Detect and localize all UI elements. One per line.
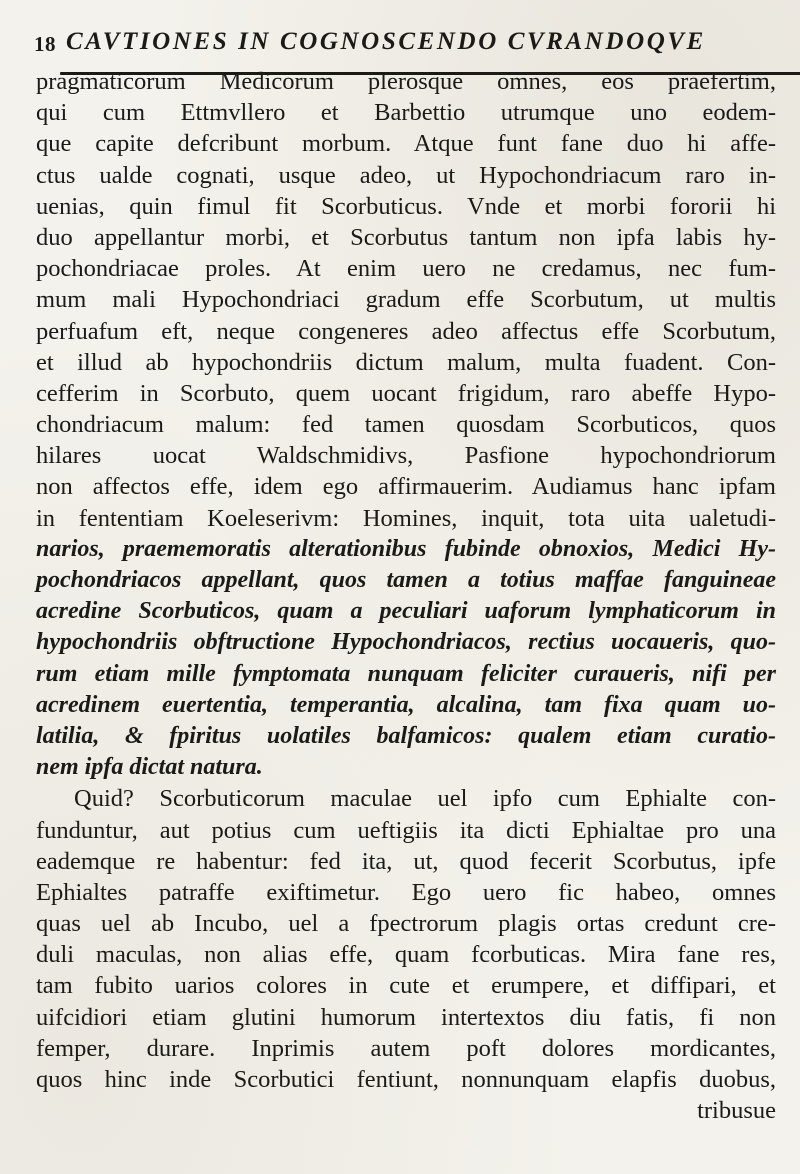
text-line: tam fubito uarios colores in cute et erumpere, et diffipari, et: [36, 972, 776, 1000]
running-head: CAVTIONES IN COGNOSCENDO CVRANDOQVE: [66, 28, 706, 55]
text-line: duli maculas, non alias effe, quam fcorbuticas. Mira fane res,: [36, 941, 776, 969]
text-line: Ephialtes patraffe exiftimetur. Ego uero fic habeo, omnes: [36, 878, 776, 906]
text-line: et illud ab hypochondriis dictum malum, multa fuadent. Con-: [36, 348, 776, 376]
quotation-line: rum etiam mille fymptomata nunquam feliciter curaueris, nifi per: [36, 660, 776, 687]
text-line: mum mali Hypochondriaci gradum effe Scorbutum, ut multis: [36, 286, 776, 314]
quotation-line: acredinem euertentia, temperantia, alcalina, tam fixa quam uo-: [36, 691, 776, 718]
text-line: hilares uocat Waldschmidivs, Pasfione hypochondriorum: [36, 442, 776, 470]
text-line: ctus ualde cognati, usque adeo, ut Hypochondriacum raro in-: [36, 161, 776, 189]
text-line: funduntur, aut potius cum ueftigiis ita dicti Ephialtae pro una: [36, 816, 776, 844]
quotation-line: latilia, & fpiritus uolatiles balfamicos: qualem etiam curatio-: [36, 722, 776, 749]
text-line: non affectos effe, idem ego affirmauerim. Audiamus hanc ipfam: [36, 473, 776, 501]
text-line: quos hinc inde Scorbutici fentiunt, nonnunquam elapfis duobus,: [36, 1066, 776, 1093]
text-line: pragmaticorum Medicorum plerosque omnes, eos praefertim,: [36, 68, 776, 95]
text-line: uenias, quin fimul fit Scorbuticus. Vnde et morbi fororii hi: [36, 192, 776, 220]
text-line: duo appellantur morbi, et Scorbutus tantum non ipfa labis hy-: [36, 223, 776, 251]
text-line: que capite defcribunt morbum. Atque funt fane duo hi affe-: [36, 130, 776, 158]
text-line: Quid? Scorbuticorum maculae uel ipfo cum Ephialte con-: [74, 785, 776, 813]
text-line: uifcidiori etiam glutini humorum intertextos diu fatis, fi non: [36, 1003, 776, 1031]
page-header: [34, 14, 774, 60]
text-line: pochondriacae proles. At enim uero ne credamus, nec fum-: [36, 255, 776, 283]
page-number: 18: [34, 32, 56, 56]
catchword: tribusue: [697, 1097, 776, 1125]
text-line: eademque re habentur: fed ita, ut, quod fecerit Scorbutus, ipfe: [36, 847, 776, 875]
quotation-line: acredine Scorbuticos, quam a peculiari uaforum lymphaticorum in: [36, 598, 776, 625]
text-line: cefferim in Scorbuto, quem uocant frigidum, raro abeffe Hypo-: [36, 379, 776, 407]
text-line: qui cum Ettmvllero et Barbettio utrumque uno eodem-: [36, 99, 776, 127]
quotation-line: narios, praememoratis alterationibus fubinde obnoxios, Medici Hy-: [36, 535, 776, 562]
body-text: [36, 66, 776, 1126]
quotation-line: hypochondriis obftructione Hypochondriacos, rectius uocaueris, quo-: [36, 629, 776, 656]
text-line: femper, durare. Inprimis autem poft dolores mordicantes,: [36, 1034, 776, 1062]
text-line: in fententiam Koeleserivm: Homines, inquit, tota uita ualetudi-: [36, 504, 776, 532]
text-line: quas uel ab Incubo, uel a fpectrorum plagis ortas credunt cre-: [36, 910, 776, 938]
text-line: perfuafum eft, neque congeneres adeo affectus effe Scorbutum,: [36, 317, 776, 345]
quotation-line: nem ipfa dictat natura.: [36, 754, 263, 781]
text-line: chondriacum malum: fed tamen quosdam Scorbuticos, quos: [36, 411, 776, 439]
quotation-line: pochondriacos appellant, quos tamen a totius maffae fanguineae: [36, 567, 776, 593]
